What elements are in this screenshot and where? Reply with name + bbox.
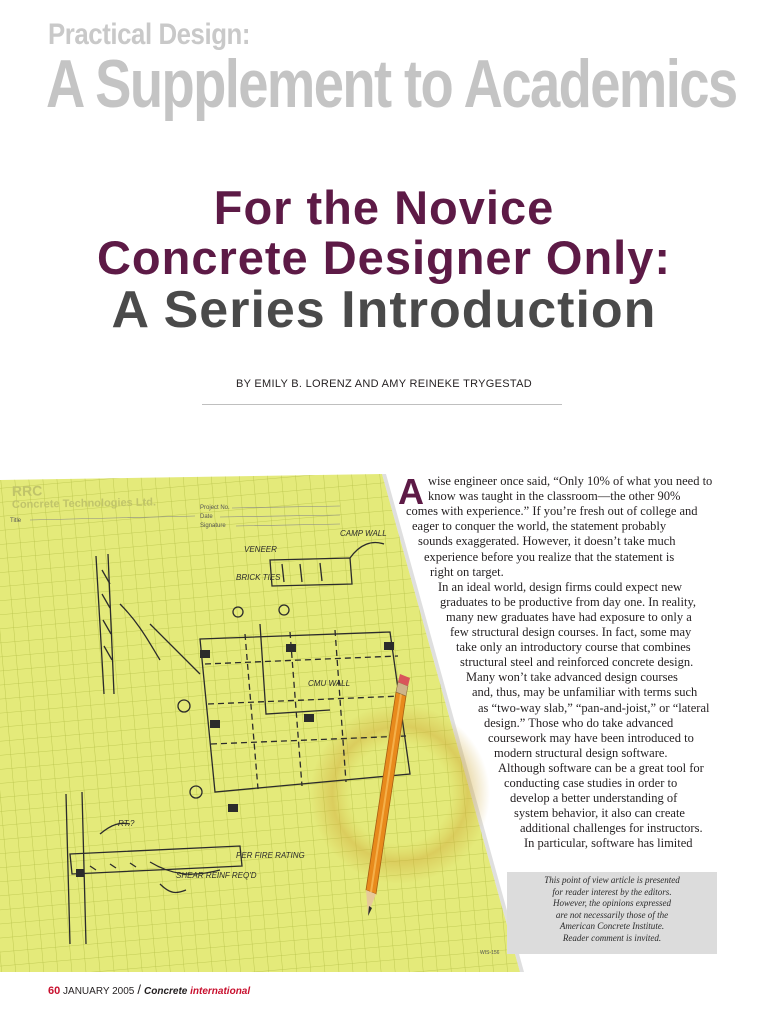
editorial-note xyxy=(507,872,717,954)
body-line: take only an introductory course that combines xyxy=(456,640,691,655)
drawing-field-title: Title xyxy=(10,518,22,524)
sketch-label-cmu-wall: CMU WALL xyxy=(308,679,351,688)
footer-divider: / xyxy=(137,982,141,997)
body-line: many new graduates have had exposure to only a xyxy=(446,609,692,624)
drawing-company-line-1: RRC xyxy=(11,482,43,499)
body-line: modern structural design software. xyxy=(494,745,668,760)
drop-cap: A xyxy=(398,471,424,512)
sketch-label-camp-wall: CAMP WALL xyxy=(340,529,387,538)
body-line: sounds exaggerated. However, it doesn’t take much xyxy=(418,534,676,549)
sheet-code: WIS-156 xyxy=(480,950,500,956)
body-line: design.” Those who do take advanced xyxy=(484,715,674,730)
drawing-field-project: Project No. xyxy=(200,505,230,511)
magazine-name-part-2: international xyxy=(190,986,251,997)
note-line: American Concrete Institute. xyxy=(559,922,665,933)
sketch-label-fire-rating: PER FIRE RATING xyxy=(236,851,305,860)
page-number: 60 xyxy=(48,985,61,997)
page-footer xyxy=(48,982,250,997)
note-line: are not necessarily those of the xyxy=(555,910,669,921)
body-line: structural steel and reinforced concrete design. xyxy=(460,655,694,670)
article-title xyxy=(0,182,768,338)
body-line: conducting case studies in order to xyxy=(504,776,678,790)
body-line: eager to conquer the world, the statement probably xyxy=(412,519,667,534)
body-line: In an ideal world, design firms could expect new xyxy=(438,579,683,594)
body-line: develop a better understanding of xyxy=(510,791,678,806)
body-line: experience before you realize that the statement is xyxy=(424,549,675,564)
body-line: and, thus, may be unfamiliar with terms such xyxy=(472,685,698,700)
article-body xyxy=(0,471,768,874)
body-line: know was taught in the classroom—the other 90% xyxy=(428,489,681,504)
section-kicker: Practical Design: xyxy=(48,18,251,51)
issue-date: JANUARY 2005 xyxy=(63,986,135,997)
body-line: coursework may have been introduced to xyxy=(488,730,694,745)
body-line: right on target. xyxy=(430,564,504,579)
section-supertitle: A Supplement to Academics xyxy=(46,46,737,122)
title-line-1: For the Novice xyxy=(213,181,555,234)
title-line-2: Concrete Designer Only: xyxy=(96,231,672,284)
body-line: as “two-way slab,” “pan-and-joist,” or “lateral xyxy=(478,700,710,715)
body-line: few structural design courses. In fact, some may xyxy=(450,625,692,639)
note-line: Reader comment is invited. xyxy=(562,933,662,944)
sketch-label-veneer: VENEER xyxy=(244,545,277,554)
body-line: Many won’t take advanced design courses xyxy=(466,670,678,685)
body-line: comes with experience.” If you’re fresh out of college and xyxy=(406,504,698,519)
body-line: wise engineer once said, “Only 10% of what you need to xyxy=(428,474,713,488)
drawing-field-signature: Signature xyxy=(200,523,226,529)
body-line: graduates to be productive from day one. In reality, xyxy=(440,594,697,609)
sketch-label-rt: RT.? xyxy=(118,819,135,828)
title-line-3: A Series Introduction xyxy=(111,281,657,339)
note-line: However, the opinions expressed xyxy=(552,899,672,910)
sketch-label-shear: SHEAR REINF REQ'D xyxy=(176,871,257,880)
byline: BY EMILY B. LORENZ AND AMY REINEKE TRYGESTAD xyxy=(235,378,533,390)
drawing-company-line-2: Concrete Technologies Ltd. xyxy=(11,496,157,511)
byline-divider xyxy=(202,404,562,405)
body-line: Although software can be a great tool for xyxy=(498,760,704,775)
sketch-label-brick-ties: BRICK TIES xyxy=(236,573,281,582)
magazine-name-part-1: Concrete xyxy=(144,986,188,997)
drawing-field-date: Date xyxy=(200,514,213,520)
body-line: additional challenges for instructors. xyxy=(520,821,703,836)
note-line: This point of view article is presented xyxy=(544,876,680,886)
note-line: for reader interest by the editors. xyxy=(552,887,672,898)
body-line: In particular, software has limited xyxy=(524,836,693,851)
body-line: system behavior, it also can create xyxy=(514,806,685,821)
